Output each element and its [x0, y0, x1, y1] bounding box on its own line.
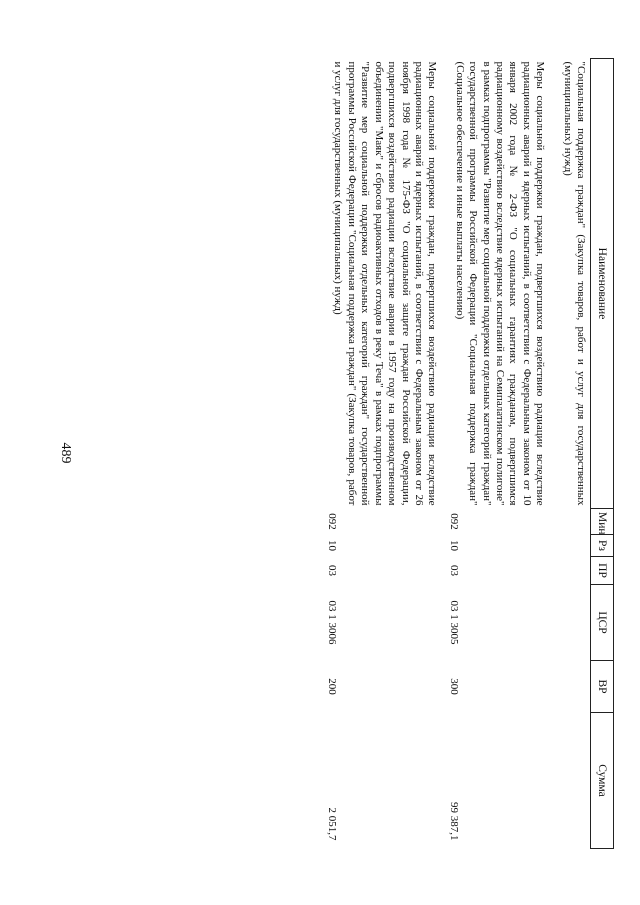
header-sum: Сумма [591, 713, 614, 849]
table-row [444, 59, 552, 849]
row-min [552, 509, 590, 535]
page-number: 489 [58, 442, 73, 464]
row-vr [552, 661, 590, 713]
table-row [552, 59, 590, 849]
rotated-page-content [114, 58, 614, 848]
header-pr: ПР [591, 557, 614, 585]
row-csr: 03 1 3005 [447, 600, 460, 645]
row-csr [552, 585, 590, 661]
row-vr: 200 [326, 678, 339, 695]
row-rz [552, 535, 590, 557]
header-rz: Рз [591, 535, 614, 557]
row-sum: 99 387,1 [447, 802, 460, 841]
row-pr [552, 557, 590, 585]
row-pr: 03 [447, 565, 460, 576]
header-csr: ЦСР [591, 585, 614, 661]
row-vr: 300 [447, 678, 460, 695]
row-csr: 03 1 3006 [326, 600, 339, 645]
header-name: Наименование [591, 59, 614, 509]
header-vr: ВР [591, 661, 614, 713]
row-sum [552, 713, 590, 849]
row-rz: 10 [326, 540, 339, 551]
header-min: Мин [591, 509, 614, 535]
row-sum: 2 051,7 [326, 807, 339, 841]
table-header-row [591, 59, 614, 849]
row-name: "Социальная поддержка граждан" (Закупка товаров, работ и услуг для государственных (муниципальных) нужд) [561, 61, 587, 506]
row-name: Меры социальной поддержки граждан, подвергшихся воздействию радиации вследствие радиационных аварий и ядерных испытаний, в соответствии с Федеральным законом от 26 ноября 1998 года № 175-ФЗ "О социальной защите граждан Российской Федерации, подвергшихся воздействию радиации вследствие аварии в 1957 году на производственном объединении "Маяк" и сбросов радиоактивных отходов в реку Теча" в рамках подпрограммы "Развитие мер социальной поддержки отдельных категорий граждан" государственной программы Российской Федерации "Социальная поддержка граждан" (Закупка товаров, работ и услуг для государственных (муниципальных) нужд) [332, 61, 439, 506]
budget-table [323, 58, 614, 849]
row-pr: 03 [326, 565, 339, 576]
row-name: Меры социальной поддержки граждан, подвергшихся воздействию радиации вследствие радиационных аварий и ядерных испытаний, в соответствии с Федеральным законом от 10 января 2002 года № 2-ФЗ "О социальных гарантиях гражданам, подвергшимся радиационному воздействию вследствие ядерных испытаний на Семипалатинском полигоне" в рамках подпрограммы "Развитие мер социальной поддержки отдельных категорий граждан" государственной программы Российской Федерации "Социальная поддержка граждан" (Социальное обеспечение и иные выплаты населению) [453, 61, 547, 506]
table-row [323, 59, 444, 849]
row-min: 092 [447, 513, 460, 530]
row-min: 092 [326, 513, 339, 530]
row-rz: 10 [447, 540, 460, 551]
